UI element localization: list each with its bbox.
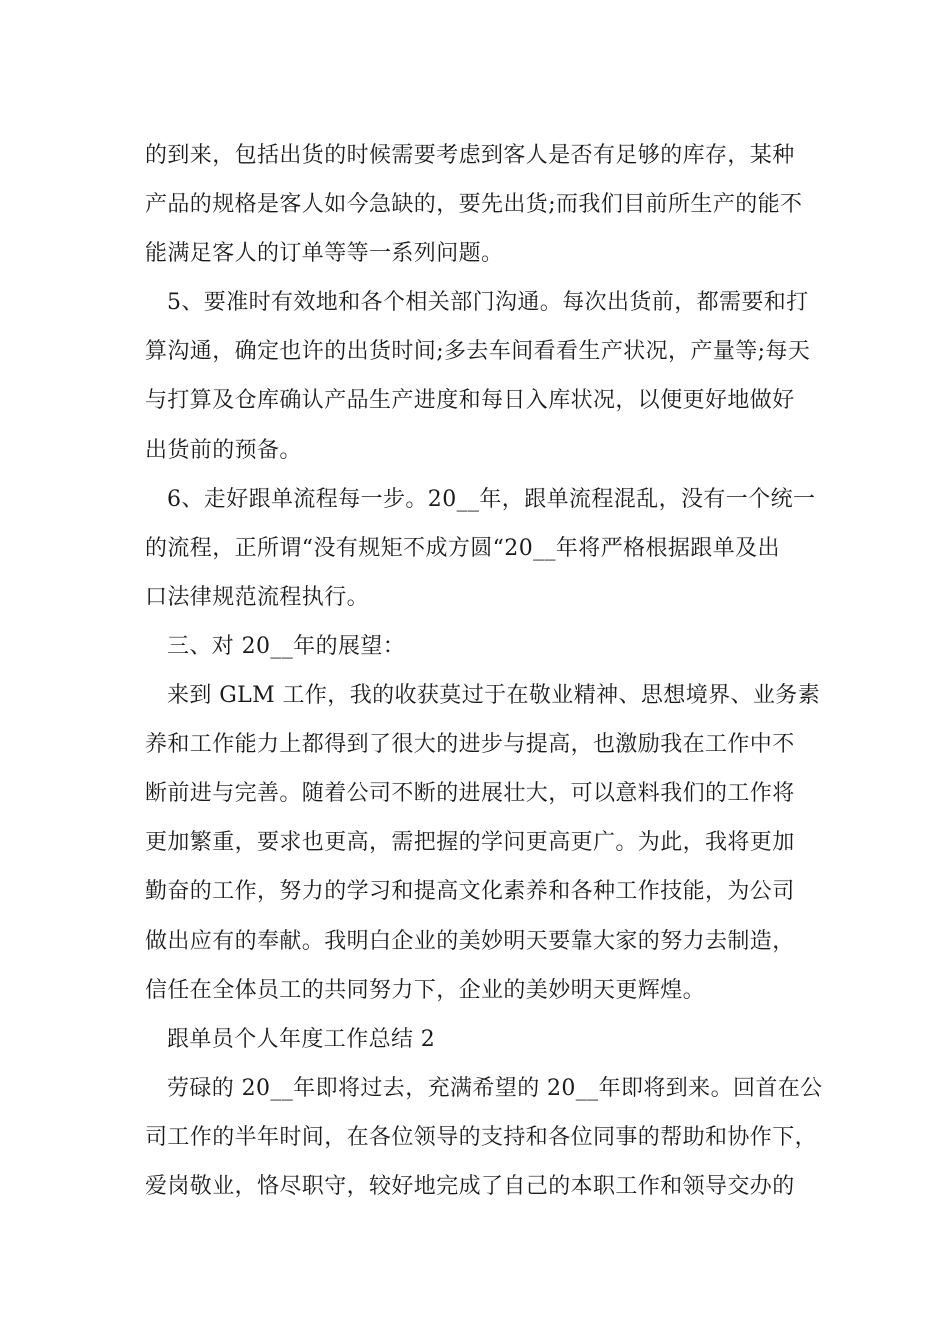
- text-line: 与打算及仓库确认产品生产进度和每日入库状况，以便更好地做好: [145, 388, 795, 414]
- text-line: 来到 GLM 工作，我的收获莫过于在敬业精神、思想境界、业务素: [167, 683, 821, 709]
- text-line: 劳碌的 20__年即将过去，充满希望的 20__年即将到来。回首在公: [167, 1075, 823, 1101]
- document-body: [145, 131, 835, 1211]
- text-line: 算沟通，确定也许的出货时间;多去车间看看生产状况，产量等;每天: [145, 339, 811, 365]
- section-heading: 三、对 20__年的展望：: [167, 633, 406, 659]
- text-line: 爱岗敬业，恪尽职守，较好地完成了自己的本职工作和领导交办的: [145, 1173, 795, 1199]
- text-line: 司工作的半年时间，在各位领导的支持和各位同事的帮助和协作下，: [145, 1124, 818, 1150]
- text-line: 勤奋的工作，努力的学习和提高文化素养和各种工作技能，为公司: [145, 879, 795, 905]
- text-line: 做出应有的奉献。我明白企业的美妙明天要靠大家的努力去制造，: [145, 928, 795, 954]
- text-line: 断前进与完善。随着公司不断的进展壮大，可以意料我们的工作将: [145, 781, 795, 807]
- text-line: 6、走好跟单流程每一步。20__年，跟单流程混乱，没有一个统一: [167, 486, 816, 512]
- text-line: 能满足客人的订单等等一系列问题。: [145, 241, 504, 267]
- text-line: 的到来，包括出货的时候需要考虑到客人是否有足够的库存，某种: [145, 143, 795, 168]
- text-line: 养和工作能力上都得到了很大的进步与提高，也激励我在工作中不: [145, 732, 795, 758]
- text-line: 更加繁重，要求也更高，需把握的学问更高更广。为此，我将更加: [145, 830, 795, 856]
- text-line: 5、要准时有效地和各个相关部门沟通。每次出货前，都需要和打: [167, 290, 809, 316]
- text-line: 的流程，正所谓“没有规矩不成方圆“20__年将严格根据跟单及出: [145, 535, 780, 561]
- text-line: 出货前的预备。: [145, 437, 302, 463]
- text-line: 产品的规格是客人如今急缺的，要先出货;而我们目前所生产的能不: [145, 192, 803, 218]
- text-line: 口法律规范流程执行。: [145, 584, 370, 610]
- document-title: 跟单员个人年度工作总结 2: [167, 1026, 436, 1052]
- text-line: 信任在全体员工的共同努力下，企业的美妙明天更辉煌。: [145, 977, 706, 1003]
